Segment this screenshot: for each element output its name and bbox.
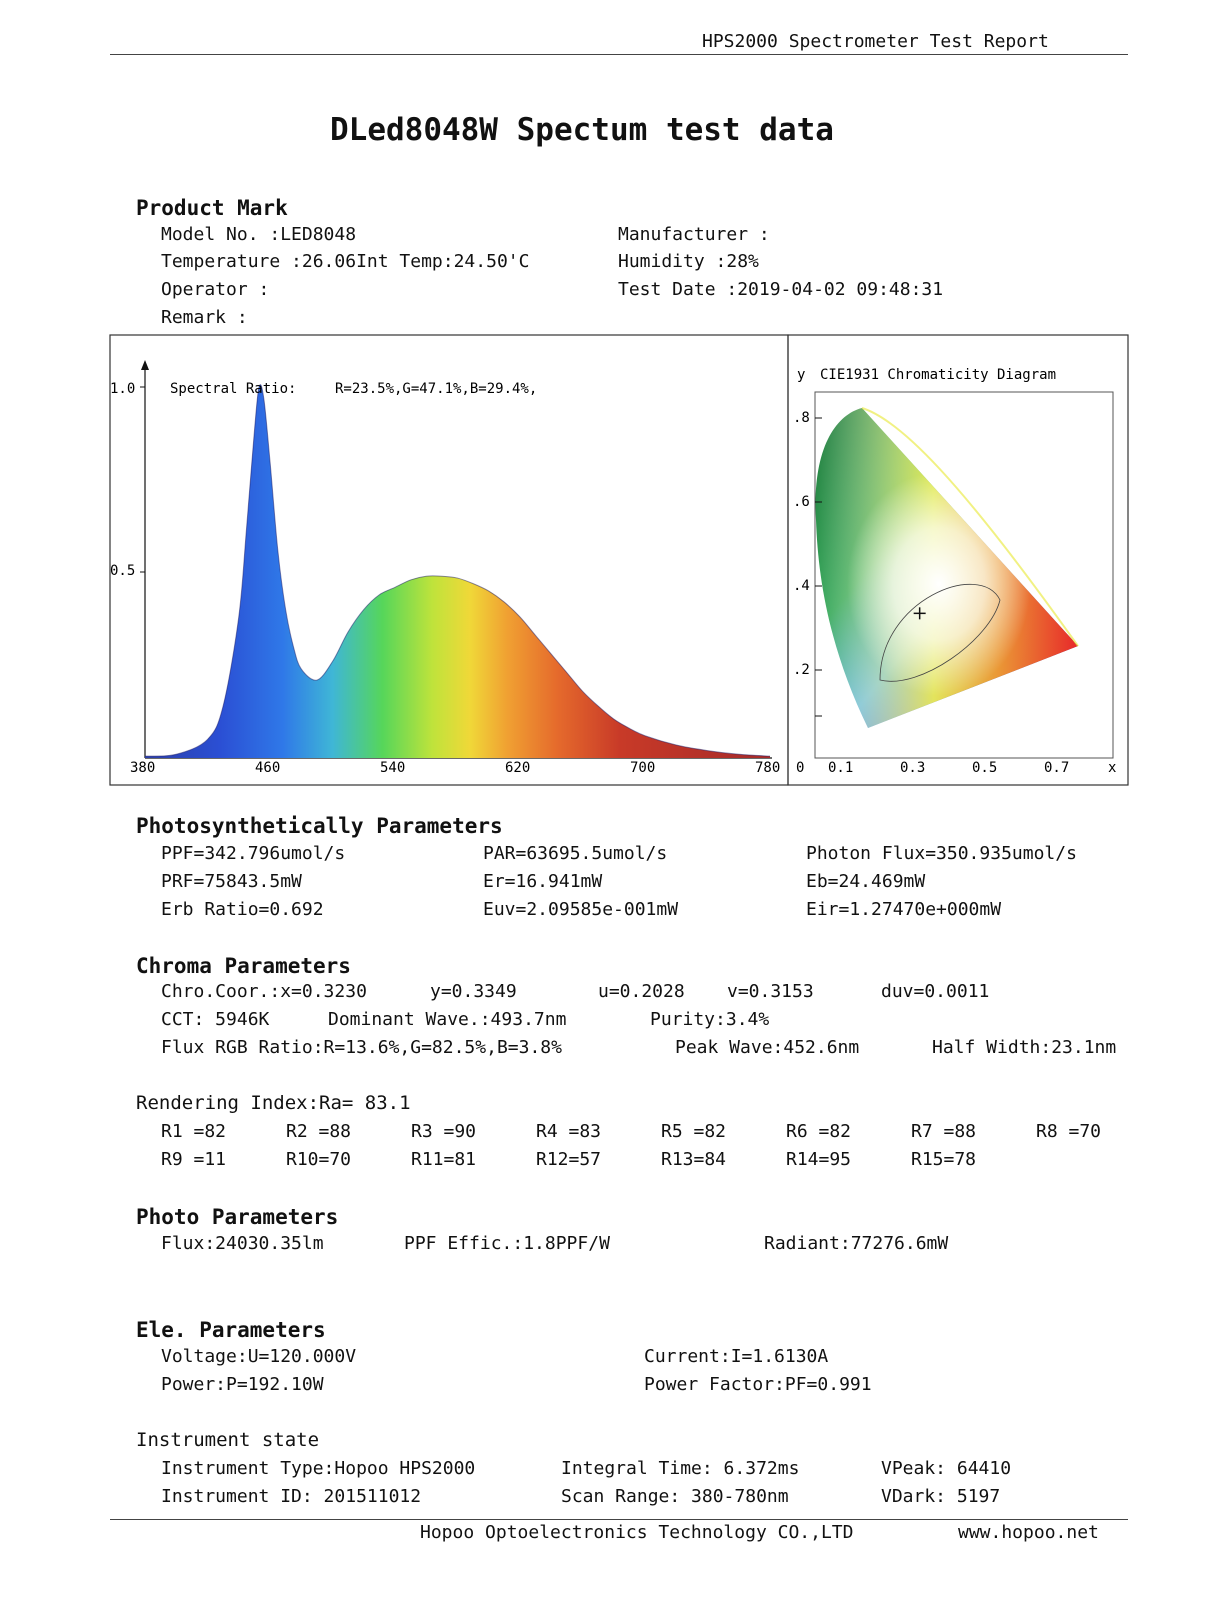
- report-header-title: HPS2000 Spectrometer Test Report: [702, 31, 1049, 52]
- temperature: Temperature :26.06Int Temp:24.50'C: [161, 251, 530, 272]
- cie-y-tick-06: .6: [793, 494, 810, 510]
- photon-flux: Photon Flux=350.935umol/s: [806, 843, 1077, 864]
- chro-coor-y: y=0.3349: [430, 981, 517, 1002]
- eb: Eb=24.469mW: [806, 871, 926, 892]
- voltage: Voltage:U=120.000V: [161, 1346, 357, 1367]
- current: Current:I=1.6130A: [644, 1346, 829, 1367]
- cct: CCT: 5946K: [161, 1009, 270, 1030]
- instrument-type: Instrument Type:Hopoo HPS2000: [161, 1458, 476, 1479]
- half-width: Half Width:23.1nm: [932, 1037, 1117, 1058]
- x-tick-620: 620: [505, 760, 531, 776]
- model-number: Model No. :LED8048: [161, 224, 357, 245]
- electrical-heading: Ele. Parameters: [136, 1318, 326, 1342]
- r12: R12=57: [536, 1149, 602, 1170]
- x-tick-540: 540: [380, 760, 406, 776]
- erb-ratio: Erb Ratio=0.692: [161, 899, 324, 920]
- duv: duv=0.0011: [881, 981, 990, 1002]
- cie-x-tick-0: 0: [796, 760, 805, 776]
- cie-horseshoe: [816, 408, 1078, 728]
- cie-x-tick-07: 0.7: [1044, 760, 1070, 776]
- chroma-heading: Chroma Parameters: [136, 954, 351, 978]
- chro-v: v=0.3153: [727, 981, 814, 1002]
- spectrum-y-arrow: [141, 360, 149, 370]
- cie-x-tick-01: 0.1: [828, 760, 854, 776]
- r15: R15=78: [911, 1149, 977, 1170]
- r8: R8 =70: [1036, 1121, 1102, 1142]
- spectrum-area: [145, 385, 770, 758]
- prf: PRF=75843.5mW: [161, 871, 302, 892]
- power: Power:P=192.10W: [161, 1374, 324, 1395]
- euv: Euv=2.09585e-001mW: [483, 899, 679, 920]
- cie-y-tick-04: .4: [793, 578, 810, 594]
- instrument-id: Instrument ID: 201511012: [161, 1486, 422, 1507]
- photo-heading: Photo Parameters: [136, 1205, 339, 1229]
- flux-rgb-ratio: Flux RGB Ratio:R=13.6%,G=82.5%,B=3.8%: [161, 1037, 562, 1058]
- x-tick-460: 460: [255, 760, 281, 776]
- cie-x-label: x: [1108, 760, 1117, 776]
- r10: R10=70: [286, 1149, 352, 1170]
- rendering-heading: Rendering Index:Ra= 83.1: [136, 1092, 411, 1114]
- r5: R5 =82: [661, 1121, 727, 1142]
- x-tick-700: 700: [630, 760, 656, 776]
- y-tick-1: 1.0: [110, 381, 136, 397]
- footer-company: Hopoo Optoelectronics Technology CO.,LTD: [420, 1522, 854, 1543]
- spectral-ratio-value: R=23.5%,G=47.1%,B=29.4%,: [335, 381, 538, 397]
- vpeak: VPeak: 64410: [881, 1458, 1012, 1479]
- r7: R7 =88: [911, 1121, 977, 1142]
- eir: Eir=1.27470e+000mW: [806, 899, 1002, 920]
- r13: R13=84: [661, 1149, 727, 1170]
- cie-y-tick-02: .2: [793, 662, 810, 678]
- er: Er=16.941mW: [483, 871, 603, 892]
- cie-y-tick-08: .8: [793, 410, 810, 426]
- chro-u: u=0.2028: [598, 981, 685, 1002]
- integral-time: Integral Time: 6.372ms: [561, 1458, 800, 1479]
- spectral-ratio-label: Spectral Ratio:: [170, 381, 297, 397]
- r2: R2 =88: [286, 1121, 352, 1142]
- r1: R1 =82: [161, 1121, 227, 1142]
- cie-title: CIE1931 Chromaticity Diagram: [820, 367, 1057, 383]
- power-factor: Power Factor:PF=0.991: [644, 1374, 872, 1395]
- y-tick-05: 0.5: [110, 563, 136, 579]
- cie-y-label: y: [797, 367, 806, 383]
- r3: R3 =90: [411, 1121, 477, 1142]
- remark: Remark :: [161, 307, 248, 328]
- operator: Operator :: [161, 279, 270, 300]
- r14: R14=95: [786, 1149, 852, 1170]
- cie-x-tick-03: 0.3: [900, 760, 926, 776]
- vdark: VDark: 5197: [881, 1486, 1001, 1507]
- page-title: DLed8048W Spectum test data: [330, 112, 834, 148]
- dominant-wave: Dominant Wave.:493.7nm: [328, 1009, 567, 1030]
- manufacturer: Manufacturer :: [618, 224, 770, 245]
- r4: R4 =83: [536, 1121, 602, 1142]
- x-tick-780: 780: [755, 760, 781, 776]
- ppf-effic: PPF Effic.:1.8PPF/W: [404, 1233, 610, 1254]
- par: PAR=63695.5umol/s: [483, 843, 668, 864]
- r9: R9 =11: [161, 1149, 227, 1170]
- ppf: PPF=342.796umol/s: [161, 843, 346, 864]
- x-tick-380: 380: [130, 760, 156, 776]
- humidity: Humidity :28%: [618, 251, 759, 272]
- chro-coor-x: Chro.Coor.:x=0.3230: [161, 981, 367, 1002]
- scan-range: Scan Range: 380-780nm: [561, 1486, 789, 1507]
- test-date: Test Date :2019-04-02 09:48:31: [618, 279, 944, 300]
- r6: R6 =82: [786, 1121, 852, 1142]
- r11: R11=81: [411, 1149, 477, 1170]
- cie-x-tick-05: 0.5: [972, 760, 998, 776]
- peak-wave: Peak Wave:452.6nm: [675, 1037, 860, 1058]
- photosynthetic-heading: Photosynthetically Parameters: [136, 814, 503, 838]
- flux: Flux:24030.35lm: [161, 1233, 324, 1254]
- radiant: Radiant:77276.6mW: [764, 1233, 949, 1254]
- footer-divider: [110, 1519, 1128, 1520]
- instrument-heading: Instrument state: [136, 1429, 320, 1451]
- product-mark-heading: Product Mark: [136, 196, 288, 220]
- purity: Purity:3.4%: [650, 1009, 770, 1030]
- footer-website: www.hopoo.net: [958, 1522, 1099, 1543]
